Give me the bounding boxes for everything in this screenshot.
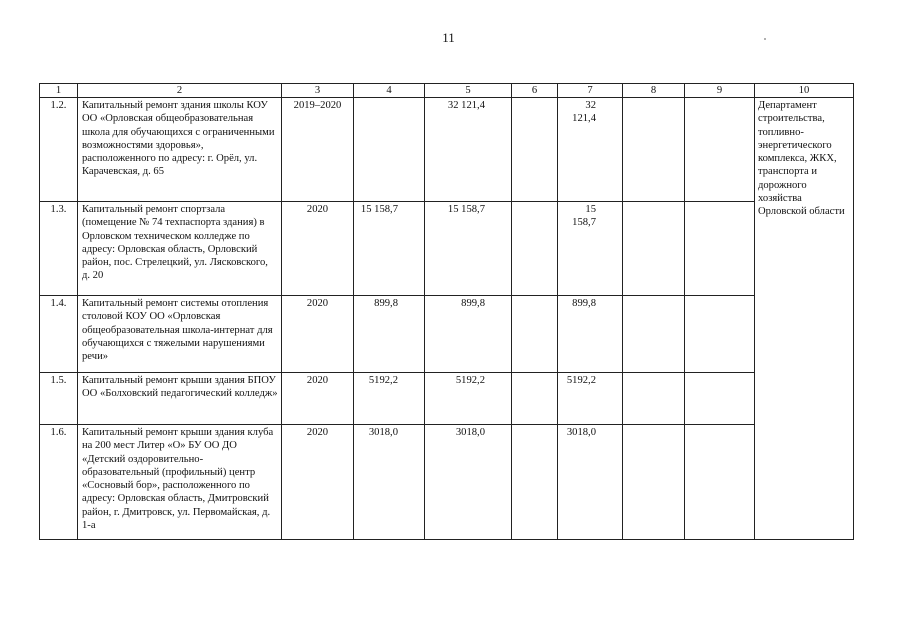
row-period: 2019–2020 <box>282 98 354 202</box>
header-cell: 1 <box>40 84 78 98</box>
header-cell: 9 <box>685 84 755 98</box>
row-value-col8 <box>623 202 685 296</box>
row-value-col4 <box>354 98 425 202</box>
row-value-col8 <box>623 425 685 540</box>
row-number: 1.4. <box>40 296 78 373</box>
row-value-col7: 3018,0 <box>558 425 623 540</box>
table-row <box>40 425 854 540</box>
row-value-col5: 899,8 <box>425 296 512 373</box>
row-value-col7: 15 158,7 <box>558 202 623 296</box>
row-description: Капитальный ремонт спортзала (помещение № 74 техпаспорта здания) в Орловском техническом колледже по адресу: Орловская область, Орловский район, пос. Стрелецкий, ул. Лясковского, д. 20 <box>78 202 282 296</box>
row-value-col6 <box>512 425 558 540</box>
row-value-col7: 32 121,4 <box>558 98 623 202</box>
row-value-col5: 3018,0 <box>425 425 512 540</box>
row-value-col7: 899,8 <box>558 296 623 373</box>
row-value-col8 <box>623 373 685 425</box>
table-row <box>40 373 854 425</box>
row-description: Капитальный ремонт крыши здания БПОУ ОО «Болховский педагогический колледж» <box>78 373 282 425</box>
row-period: 2020 <box>282 425 354 540</box>
row-number: 1.3. <box>40 202 78 296</box>
row-value-col8 <box>623 296 685 373</box>
header-cell: 10 <box>755 84 854 98</box>
row-value-col4: 15 158,7 <box>354 202 425 296</box>
table-row <box>40 98 854 202</box>
row-value-col9 <box>685 296 755 373</box>
row-value-col6 <box>512 296 558 373</box>
row-period: 2020 <box>282 296 354 373</box>
header-cell: 3 <box>282 84 354 98</box>
row-value-col7: 5192,2 <box>558 373 623 425</box>
header-cell: 4 <box>354 84 425 98</box>
header-cell: 8 <box>623 84 685 98</box>
row-period: 2020 <box>282 373 354 425</box>
header-row <box>40 84 854 98</box>
table-row <box>40 202 854 296</box>
header-cell: 6 <box>512 84 558 98</box>
row-description: Капитальный ремонт здания школы КОУ ОО «Орловская общеобразовательная школа для обучающихся с ограниченными возможностями здоровья», расположенного по адресу: г. Орёл, ул. Карачевская, д. 65 <box>78 98 282 202</box>
row-value-col6 <box>512 98 558 202</box>
header-cell: 5 <box>425 84 512 98</box>
program-table <box>39 83 854 540</box>
header-cell: 7 <box>558 84 623 98</box>
row-value-col9 <box>685 373 755 425</box>
row-value-col4: 5192,2 <box>354 373 425 425</box>
row-value-col8 <box>623 98 685 202</box>
table-row <box>40 296 854 373</box>
row-value-col4: 899,8 <box>354 296 425 373</box>
row-value-col9 <box>685 202 755 296</box>
row-value-col6 <box>512 202 558 296</box>
row-number: 1.6. <box>40 425 78 540</box>
row-description: Капитальный ремонт системы отопления столовой КОУ ОО «Орловская общеобразовательная школа-интернат для обучающихся с тяжелыми нарушениями речи» <box>78 296 282 373</box>
row-value-col9 <box>685 425 755 540</box>
row-value-col5: 32 121,4 <box>425 98 512 202</box>
row-period: 2020 <box>282 202 354 296</box>
row-number: 1.2. <box>40 98 78 202</box>
scan-speck <box>764 38 766 40</box>
responsible-agency: Департамент строительства, топливно-энергетического комплекса, ЖКХ, транспорта и дорожного хозяйства Орловской области <box>755 98 854 540</box>
row-value-col6 <box>512 373 558 425</box>
row-value-col9 <box>685 98 755 202</box>
row-number: 1.5. <box>40 373 78 425</box>
row-value-col5: 5192,2 <box>425 373 512 425</box>
row-value-col5: 15 158,7 <box>425 202 512 296</box>
page-number: 11 <box>442 30 455 45</box>
row-description: Капитальный ремонт крыши здания клуба на 200 мест Литер «О» БУ ОО ДО «Детский оздоровительно-образовательный (профильный) центр «Сосновый бор», расположенного по адресу: Орловская область, Дмитровский район, г. Дмитровск, ул. Первомайская, д. 1-а <box>78 425 282 540</box>
header-cell: 2 <box>78 84 282 98</box>
row-value-col4: 3018,0 <box>354 425 425 540</box>
